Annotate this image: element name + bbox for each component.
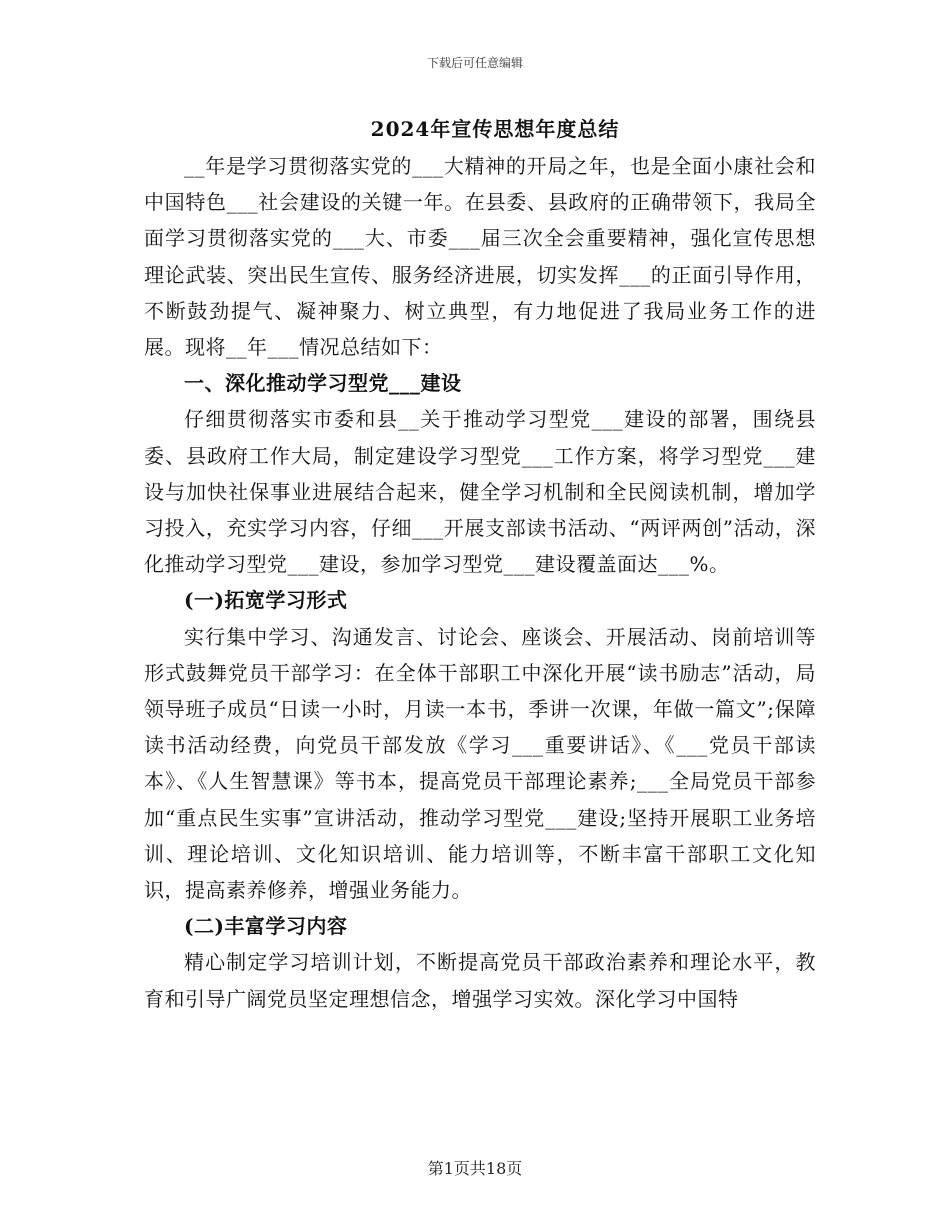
header-note: 下载后可任意编辑 [426, 56, 523, 70]
subsection-heading-2: (二)丰富学习内容 [184, 914, 348, 939]
paragraph-subsection-2: 精心制定学习培训计划，不断提高党员干部政治素养和理论水平，教育和引导广阔党员坚定理想信念，增强学习实效。深化学习中国特 [144, 950, 816, 1011]
document-body [144, 148, 816, 1017]
paragraph-section-1: 仔细贯彻落实市委和县__关于推动学习型党___建设的部署，围绕县委、县政府工作大局，制定建设学习型党___工作方案，将学习型党___建设与加快社保事业进展结合起来，健全学习机制和全民阅读机制，增加学习投入，充实学习内容，仔细___开展支部读书活动、“两评两创”活动，深化推动学习型党___建设，参加学习型党___建设覆盖面达___%。 [144, 407, 816, 577]
subsection-heading-1: (一)拓宽学习形式 [184, 588, 348, 613]
page-footer: 第1页共18页 [427, 1159, 523, 1178]
paragraph-intro: __年是学习贯彻落实党的___大精神的开局之年，也是全面小康社会和中国特色___社会建设的关键一年。在县委、县政府的正确带领下，我局全面学习贯彻落实党的___大、市委___届三次全会重要精神，强化宣传思想理论武装、突出民生宣传、服务经济进展，切实发挥___的正面引导作用，不断鼓劲提气、凝神聚力、树立典型，有力地促进了我局业务工作的进展。现将__年___情况总结如下： [144, 154, 816, 360]
paragraph-subsection-1: 实行集中学习、沟通发言、讨论会、座谈会、开展活动、岗前培训等形式鼓舞党员干部学习：在全体干部职工中深化开展“读书励志”活动，局领导班子成员“日读一小时，月读一本书，季讲一次课，年做一篇文”;保障读书活动经费，向党员干部发放《学习___重要讲话》、《___党员干部读本》、《人生智慧课》等书本，提高党员干部理论素养;___全局党员干部参加“重点民生实事”宣讲活动，推动学习型党___建设;坚持开展职工业务培训、理论培训、文化知识培训、能力培训等，不断丰富干部职工文化知识，提高素养修养，增强业务能力。 [144, 624, 816, 903]
section-heading-1: 一、深化推动学习型党___建设 [184, 371, 462, 396]
document-title: 2024年宣传思想年度总结 [370, 117, 620, 141]
